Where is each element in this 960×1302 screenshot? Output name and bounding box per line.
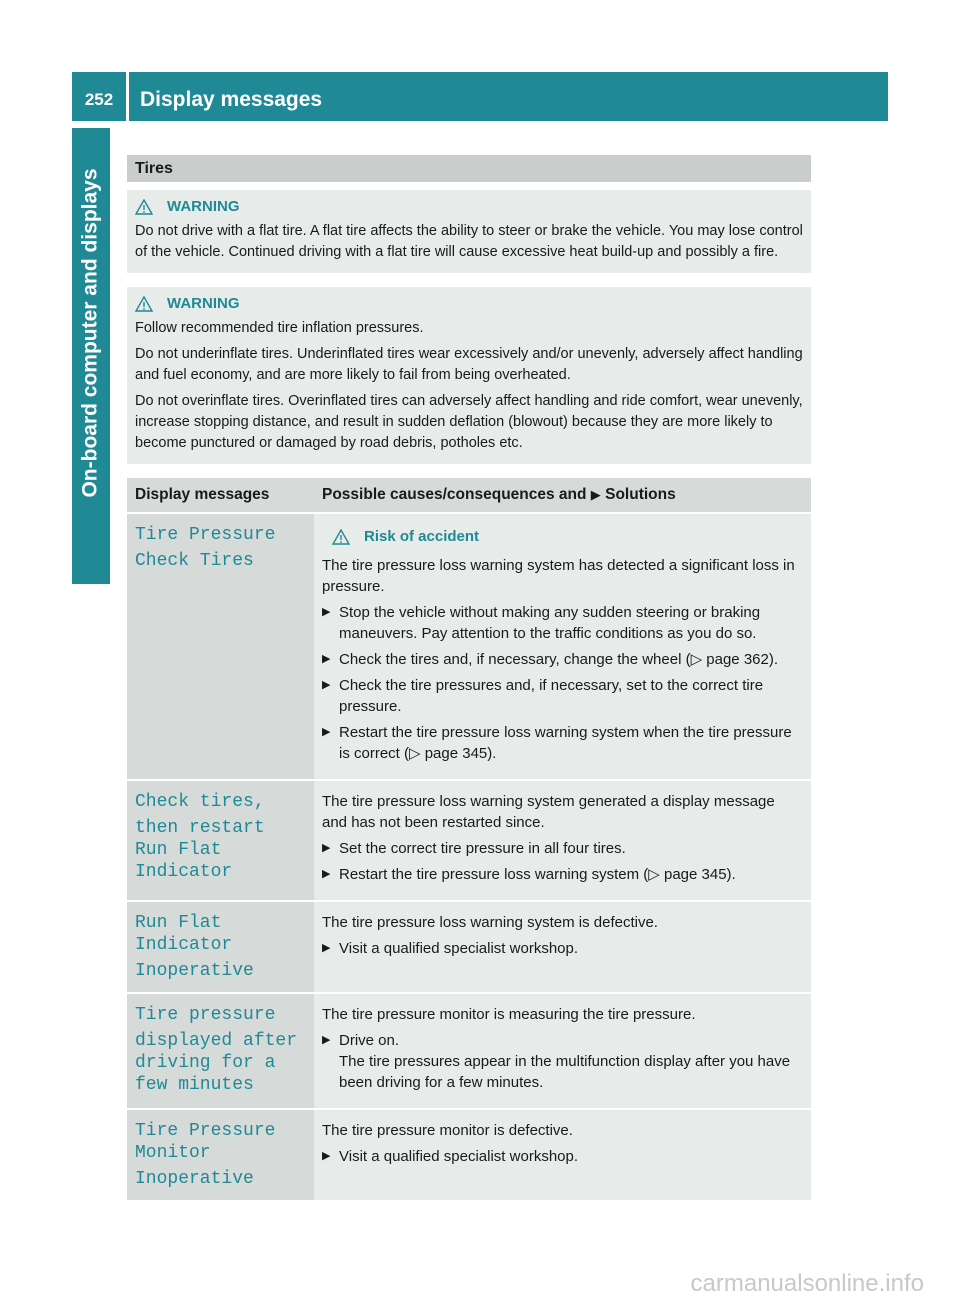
message-line: Run Flat Indicator <box>135 913 233 955</box>
arrow-icon: ▶ <box>322 1034 331 1046</box>
step-item <box>322 722 803 764</box>
step-text: Drive on. The tire pressures appear in the multifunction display after you have been driving for a few minutes. <box>339 1032 791 1091</box>
section-title: Tires <box>127 155 811 182</box>
step-item <box>322 649 803 670</box>
message-line: Inoperative <box>135 1169 254 1189</box>
warning-text: Do not drive with a flat tire. A flat tire affects the ability to steer or brake the vehicle. You may lose control of the vehicle. Continued driving with a flat tire will cause excessive heat build-up and possibly a fire. <box>135 223 803 260</box>
warning-paragraph: Follow recommended tire inflation pressures. <box>135 320 424 336</box>
message-cell <box>127 1110 314 1202</box>
message-line: Tire Pressure <box>135 525 276 545</box>
warning-triangle-icon <box>135 199 153 215</box>
warning-paragraph: Do not underinflate tires. Underinflated tires wear excessively and/or unevenly, adversely affect handling and fuel economy, and are more likely to fail from being overheated. <box>135 346 803 383</box>
step-text: Visit a qualified specialist workshop. <box>339 1148 579 1165</box>
column-header-solutions <box>314 478 811 514</box>
arrow-icon: ▶ <box>322 726 331 738</box>
risk-heading <box>322 526 803 547</box>
warning-box <box>127 190 811 273</box>
warning-box <box>127 287 811 464</box>
column-header-solutions-suffix: Solutions <box>605 486 676 503</box>
message-line: Inoperative <box>135 961 254 981</box>
risk-title: Risk of accident <box>364 528 480 545</box>
warning-triangle-icon <box>135 296 153 312</box>
warning-triangle-icon <box>332 529 350 545</box>
table-row <box>127 781 811 902</box>
message-cell <box>127 994 314 1110</box>
cause-text: The tire pressure monitor is defective. <box>322 1122 573 1139</box>
display-messages-table <box>127 478 811 1202</box>
message-cell <box>127 902 314 994</box>
step-text: Stop the vehicle without making any sudden steering or braking maneuvers. Pay attention to the traffic conditions as you do so. <box>339 604 761 642</box>
step-item <box>322 602 803 644</box>
cause-text: The tire pressure loss warning system generated a display message and has not been restarted since. <box>322 793 775 831</box>
page-number: 252 <box>84 89 114 109</box>
step-text: Check the tires and, if necessary, change the wheel (▷ page 362). <box>339 651 779 668</box>
solution-cell <box>314 1110 811 1202</box>
table-row <box>127 994 811 1110</box>
step-item <box>322 838 803 859</box>
step-item <box>322 1030 803 1093</box>
arrow-icon: ▶ <box>322 842 331 854</box>
table-header-row <box>127 478 811 514</box>
arrow-icon: ▶ <box>322 653 331 665</box>
page-header <box>72 72 888 121</box>
step-text: Restart the tire pressure loss warning system when the tire pressure is correct (▷ page 345). <box>339 724 792 762</box>
side-tab-label: On-board computer and displays <box>79 168 102 498</box>
message-line: Check tires, <box>135 792 265 812</box>
warning-paragraph: Do not overinflate tires. Overinflated tires can adversely affect handling and ride comfort, wear unevenly, increase stopping distance, and result in sudden deflation (blowout) because they are more likely to become punctured or damaged by road debris, potholes etc. <box>135 393 803 451</box>
cause-text: The tire pressure loss warning system is defective. <box>322 914 658 931</box>
solution-cell <box>314 514 811 781</box>
step-item <box>322 1146 803 1167</box>
watermark: carmanualsonline.info <box>690 1270 924 1297</box>
arrow-icon: ▶ <box>322 679 331 691</box>
step-text: Visit a qualified specialist workshop. <box>339 940 579 957</box>
step-item <box>322 675 803 717</box>
warning-title: WARNING <box>167 198 240 215</box>
step-item <box>322 938 803 959</box>
message-line: then restart Run Flat Indicator <box>135 818 265 882</box>
warning-title: WARNING <box>167 295 240 312</box>
cause-text: The tire pressure monitor is measuring the tire pressure. <box>322 1006 696 1023</box>
main-content <box>127 155 811 1202</box>
page-title: Display messages <box>140 87 323 111</box>
solution-cell <box>314 902 811 994</box>
step-text: Restart the tire pressure loss warning system (▷ page 345). <box>339 866 736 883</box>
warning-heading <box>135 293 804 314</box>
arrow-icon: ▶ <box>322 606 331 618</box>
arrow-icon: ▶ <box>590 487 601 502</box>
cause-text: The tire pressure loss warning system has detected a significant loss in pressure. <box>322 557 795 595</box>
message-line: displayed after driving for a few minutes <box>135 1031 298 1095</box>
solution-cell <box>314 994 811 1110</box>
message-cell <box>127 781 314 902</box>
arrow-icon: ▶ <box>322 868 331 880</box>
message-cell <box>127 514 314 781</box>
step-item <box>322 864 803 885</box>
table-row <box>127 514 811 781</box>
column-header-messages: Display messages <box>127 478 314 514</box>
message-line: Tire pressure <box>135 1005 276 1025</box>
column-header-solutions-text: Possible causes/consequences and <box>322 486 587 503</box>
arrow-icon: ▶ <box>322 1150 331 1162</box>
message-line: Tire Pressure Monitor <box>135 1121 276 1163</box>
table-row <box>127 902 811 994</box>
step-text: Check the tire pressures and, if necessary, set to the correct tire pressure. <box>339 677 764 715</box>
side-tab-label-wrap <box>72 128 110 538</box>
solution-cell <box>314 781 811 902</box>
table-row <box>127 1110 811 1202</box>
step-text: Set the correct tire pressure in all four tires. <box>339 840 626 857</box>
message-line: Check Tires <box>135 551 254 571</box>
arrow-icon: ▶ <box>322 942 331 954</box>
header-divider <box>126 72 129 121</box>
warning-heading <box>135 196 804 217</box>
